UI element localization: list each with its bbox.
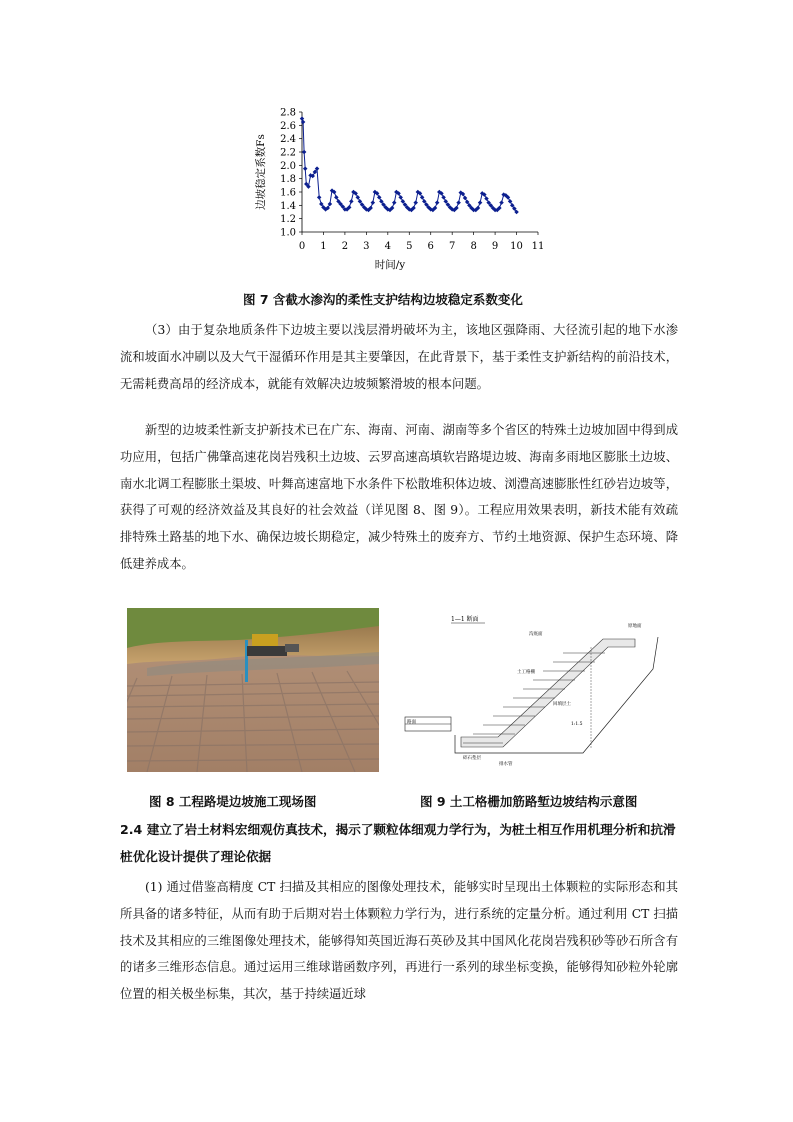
x-tick-label: 10 — [510, 241, 523, 252]
x-tick-label: 1 — [320, 241, 327, 252]
geogrid-slope-diagram — [403, 607, 663, 772]
x-tick-label: 5 — [406, 241, 413, 252]
data-point — [420, 195, 425, 200]
y-tick-label: 2.4 — [280, 134, 296, 146]
data-point — [303, 166, 308, 171]
paragraph-3 — [120, 874, 678, 1008]
diagram-label-ditch: 沟底面 — [529, 632, 543, 637]
data-point — [463, 196, 468, 201]
data-point — [398, 195, 403, 200]
y-tick-label: 1.6 — [280, 187, 296, 199]
x-tick-label: 2 — [341, 241, 349, 252]
y-tick-label: 2.2 — [280, 147, 296, 159]
paragraph-2 — [120, 417, 678, 578]
x-tick-label: 3 — [363, 241, 370, 252]
chart-svg — [250, 100, 550, 280]
data-point — [435, 200, 440, 205]
diagram-label-geogrid: 土工格栅 — [517, 670, 535, 675]
x-tick-label: 6 — [427, 241, 434, 252]
data-point — [349, 199, 354, 204]
paragraph-2-text: 新型的边坡柔性新支护新技术已在广东、海南、河南、湖南等多个省区的特殊土边坡加固中得到成功应用，包括广佛肇高速花岗岩残积土边坡、云罗高速高填软岩路堤边坡、海南多雨地区膨胀土边坡、南水北调工程膨胀土渠坡、叶舞高速富地下水条件下松散堆积体边坡、浏澧高速膨胀性红砂岩边坡等，获得了可观的经济效益及其良好的社会效益（详见图 8、图 9）。工程应用效果表明，新技术能有效疏排特殊土路基的地下水、确保边坡长期稳定，减少特殊土的废弃方、节约土地资源、保护生态环境、降低建养成本。 — [120, 423, 678, 571]
x-tick-label: 9 — [491, 241, 499, 252]
construction-site-photo — [127, 608, 379, 772]
data-point — [317, 195, 322, 200]
diagram-label-gravel: 碎石垫层 — [463, 756, 481, 761]
stability-factor-chart — [250, 100, 550, 280]
y-tick-label: 1.8 — [280, 174, 296, 186]
diagram-title: 1—1 断面 — [451, 616, 479, 623]
figure8-caption: 图 8 工程路堤边坡施工现场图 — [149, 794, 317, 809]
y-tick-label: 1.2 — [280, 214, 296, 226]
data-point — [484, 196, 489, 201]
diagram-label-drain: 排水管 — [499, 762, 513, 767]
figure9-caption: 图 9 土工格栅加筋路堑边坡结构示意图 — [420, 794, 638, 809]
y-axis-label: 边坡稳定系数Fs — [255, 134, 267, 210]
x-tick-label: 7 — [448, 241, 456, 252]
x-tick-label: 4 — [384, 241, 392, 252]
x-axis-label: 时间/y — [374, 259, 406, 271]
paragraph-1 — [120, 317, 678, 397]
data-point — [377, 195, 382, 200]
data-point — [356, 195, 361, 200]
data-point — [302, 150, 307, 155]
y-tick-label: 2.8 — [280, 107, 296, 119]
data-point — [499, 200, 504, 205]
data-point — [478, 200, 483, 205]
y-tick-label: 1.0 — [280, 227, 296, 239]
data-point — [508, 199, 513, 204]
y-tick-label: 2.6 — [280, 120, 296, 132]
x-tick-label: 11 — [531, 241, 545, 252]
data-point — [328, 202, 333, 207]
paragraph-3-text: (1) 通过借鉴高精度 CT 扫描及其相应的图像处理技术，能够实时呈现出土体颗粒的实际形态和其所具备的诸多特征，从而有助于后期对岩土体颗粒力学行为，进行系统的定量分析。通过利用 CT 扫描技术及其相应的三维图像处理技术，能够得知英国近海石英砂及其中国风化花岗岩残积砂等砂石所含有的诸多三维形态信息。通过运用三维球谐函数序列，再进行一系列的球坐标变换，能够得知砂粒外轮廓位置的相关极坐标集，其次，基于持续逼近球 — [120, 880, 678, 1002]
data-point — [371, 200, 376, 205]
section-heading-2-4: 2.4 建立了岩土材料宏细观仿真技术，揭示了颗粒体细观力学行为，为桩土相互作用机理分析和抗滑桩优化设计提供了理论依据 — [120, 822, 676, 864]
diagram-label-slope: 1:1.5 — [571, 722, 583, 727]
data-point — [334, 195, 339, 200]
data-point — [456, 200, 461, 205]
paragraph-1-text: （3）由于复杂地质条件下边坡主要以浅层滑坍破坏为主，该地区强降雨、大径流引起的地下水渗流和坡面水冲刷以及大气干湿循环作用是其主要肇因，在此背景下，基于柔性支护新结构的前沿技术，无需耗费高昂的经济成本，就能有效解决边坡频繁滑坡的根本问题。 — [120, 323, 678, 391]
figure7-caption: 图 7 含截水渗沟的柔性支护结构边坡稳定系数变化 — [243, 292, 523, 307]
diagram-label-road: 路面 — [407, 720, 416, 725]
diagram-label-original-ground: 原地面 — [628, 624, 642, 629]
series-line — [302, 119, 517, 212]
data-point — [413, 200, 418, 205]
x-tick-label: 0 — [298, 241, 306, 252]
diagram-label-backfill: 回填层土 — [553, 702, 571, 707]
y-tick-label: 2.0 — [280, 160, 296, 172]
data-point — [441, 195, 446, 200]
data-point — [392, 200, 397, 205]
y-tick-label: 1.4 — [280, 200, 296, 212]
x-tick-label: 8 — [470, 241, 477, 252]
